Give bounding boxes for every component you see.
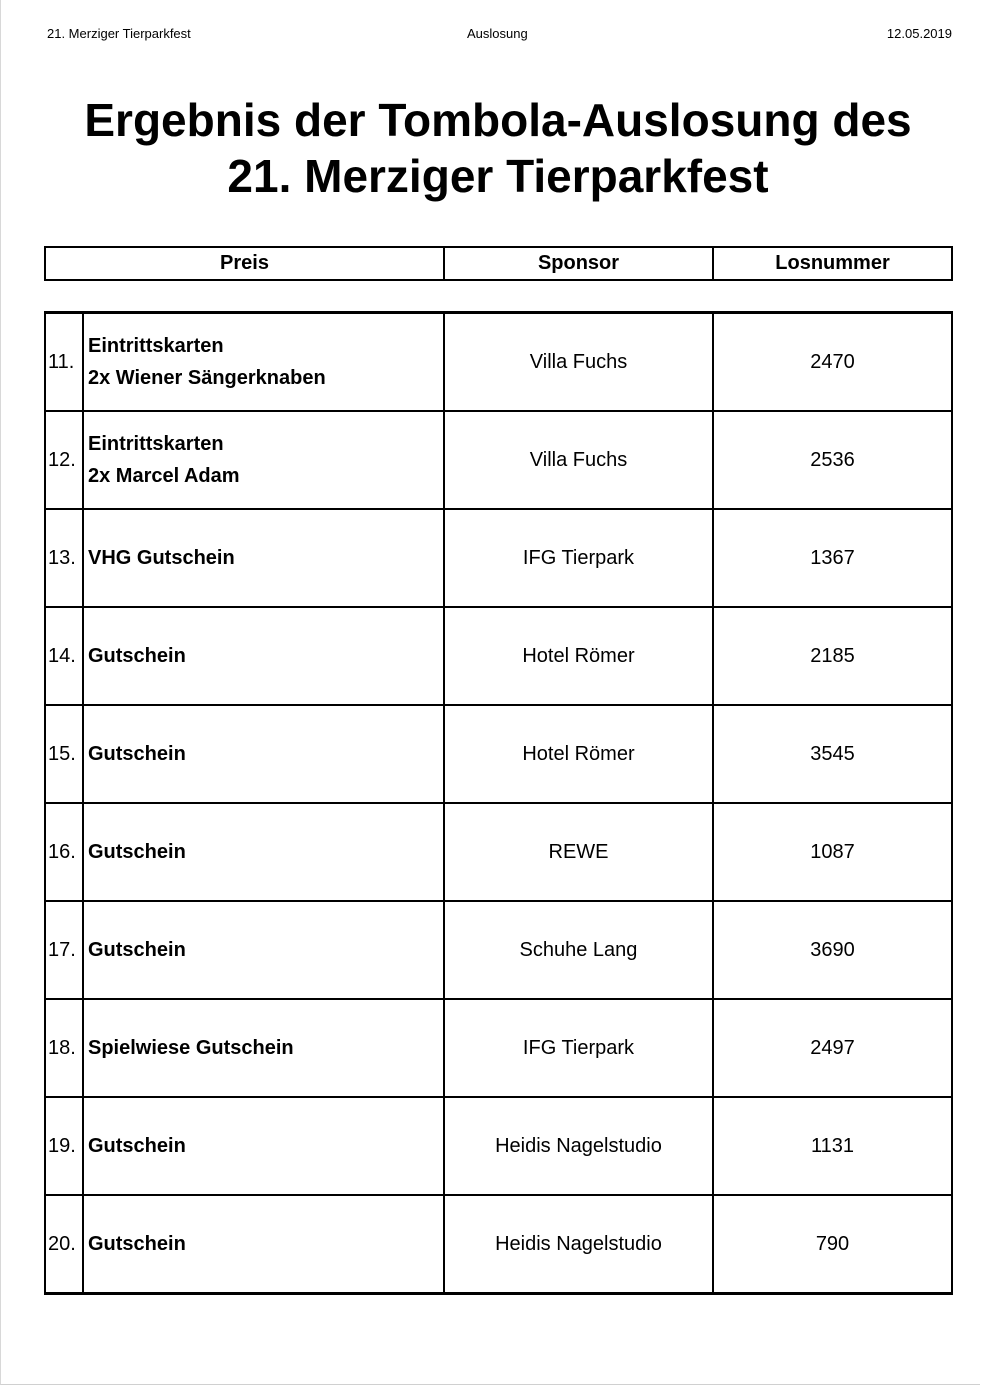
header-date: 12.05.2019 (886, 26, 952, 41)
prize-line: Gutschein (88, 645, 186, 667)
table-row (45, 901, 952, 999)
prize-cell (83, 411, 444, 509)
sponsor-cell: Heidis Nagelstudio (444, 1097, 713, 1195)
sponsor-cell: IFG Tierpark (444, 509, 713, 607)
prize-line: VHG Gutschein (88, 547, 235, 569)
prize-cell (83, 901, 444, 999)
row-number: 19. (45, 1097, 83, 1195)
sponsor-cell: Villa Fuchs (444, 313, 713, 412)
ticket-number-cell: 3545 (713, 705, 952, 803)
prize-line: Gutschein (88, 743, 186, 765)
table-row (45, 705, 952, 803)
table-row (45, 999, 952, 1097)
prize-cell (83, 1097, 444, 1195)
row-number: 16. (45, 803, 83, 901)
title-line-2: 21. Merziger Tierparkfest (227, 150, 769, 202)
ticket-number-cell: 1131 (713, 1097, 952, 1195)
row-number: 14. (45, 607, 83, 705)
prize-cell (83, 509, 444, 607)
sponsor-cell: Schuhe Lang (444, 901, 713, 999)
prize-line: Eintrittskarten (88, 433, 224, 455)
header-section: Auslosung (467, 26, 528, 41)
column-header-preis: Preis (46, 248, 445, 279)
ticket-number-cell: 3690 (713, 901, 952, 999)
column-header-sponsor: Sponsor (445, 248, 714, 279)
table-row (45, 313, 952, 412)
header-event-name: 21. Merziger Tierparkfest (47, 26, 191, 41)
table-row (45, 1195, 952, 1294)
prize-line: 2x Marcel Adam (88, 465, 240, 487)
sponsor-cell: Heidis Nagelstudio (444, 1195, 713, 1294)
row-number: 15. (45, 705, 83, 803)
sponsor-cell: REWE (444, 803, 713, 901)
row-number: 12. (45, 411, 83, 509)
row-number: 13. (45, 509, 83, 607)
ticket-number-cell: 1087 (713, 803, 952, 901)
column-header-row (44, 246, 953, 281)
prize-line: Gutschein (88, 1233, 186, 1255)
table-row (45, 1097, 952, 1195)
row-number: 11. (45, 313, 83, 412)
prize-line: Gutschein (88, 939, 186, 961)
sponsor-cell: Villa Fuchs (444, 411, 713, 509)
column-header-losnummer: Losnummer (775, 252, 890, 274)
prize-cell (83, 999, 444, 1097)
prize-line: Gutschein (88, 841, 186, 863)
sponsor-cell: Hotel Römer (444, 607, 713, 705)
table-row (45, 411, 952, 509)
prize-cell (83, 313, 444, 412)
prize-line: Eintrittskarten (88, 335, 224, 357)
ticket-number-cell: 2536 (713, 411, 952, 509)
prize-line: Spielwiese Gutschein (88, 1037, 294, 1059)
row-number: 18. (45, 999, 83, 1097)
prize-cell (83, 803, 444, 901)
row-number: 20. (45, 1195, 83, 1294)
sponsor-cell: Hotel Römer (444, 705, 713, 803)
ticket-number-cell: 1367 (713, 509, 952, 607)
prize-cell (83, 1195, 444, 1294)
ticket-number-cell: 2185 (713, 607, 952, 705)
results-body (45, 313, 952, 1294)
prize-cell (83, 607, 444, 705)
ticket-number-cell: 2497 (713, 999, 952, 1097)
page-title (0, 92, 981, 204)
ticket-number-cell: 790 (713, 1195, 952, 1294)
title-line-1: Ergebnis der Tombola-Auslosung des (84, 94, 912, 146)
table-row (45, 509, 952, 607)
row-number: 17. (45, 901, 83, 999)
prize-line: 2x Wiener Sängerknaben (88, 367, 326, 389)
table-row (45, 803, 952, 901)
sponsor-cell: IFG Tierpark (444, 999, 713, 1097)
ticket-number-cell: 2470 (713, 313, 952, 412)
prize-cell (83, 705, 444, 803)
table-row (45, 607, 952, 705)
results-table (44, 311, 953, 1295)
prize-line: Gutschein (88, 1135, 186, 1157)
